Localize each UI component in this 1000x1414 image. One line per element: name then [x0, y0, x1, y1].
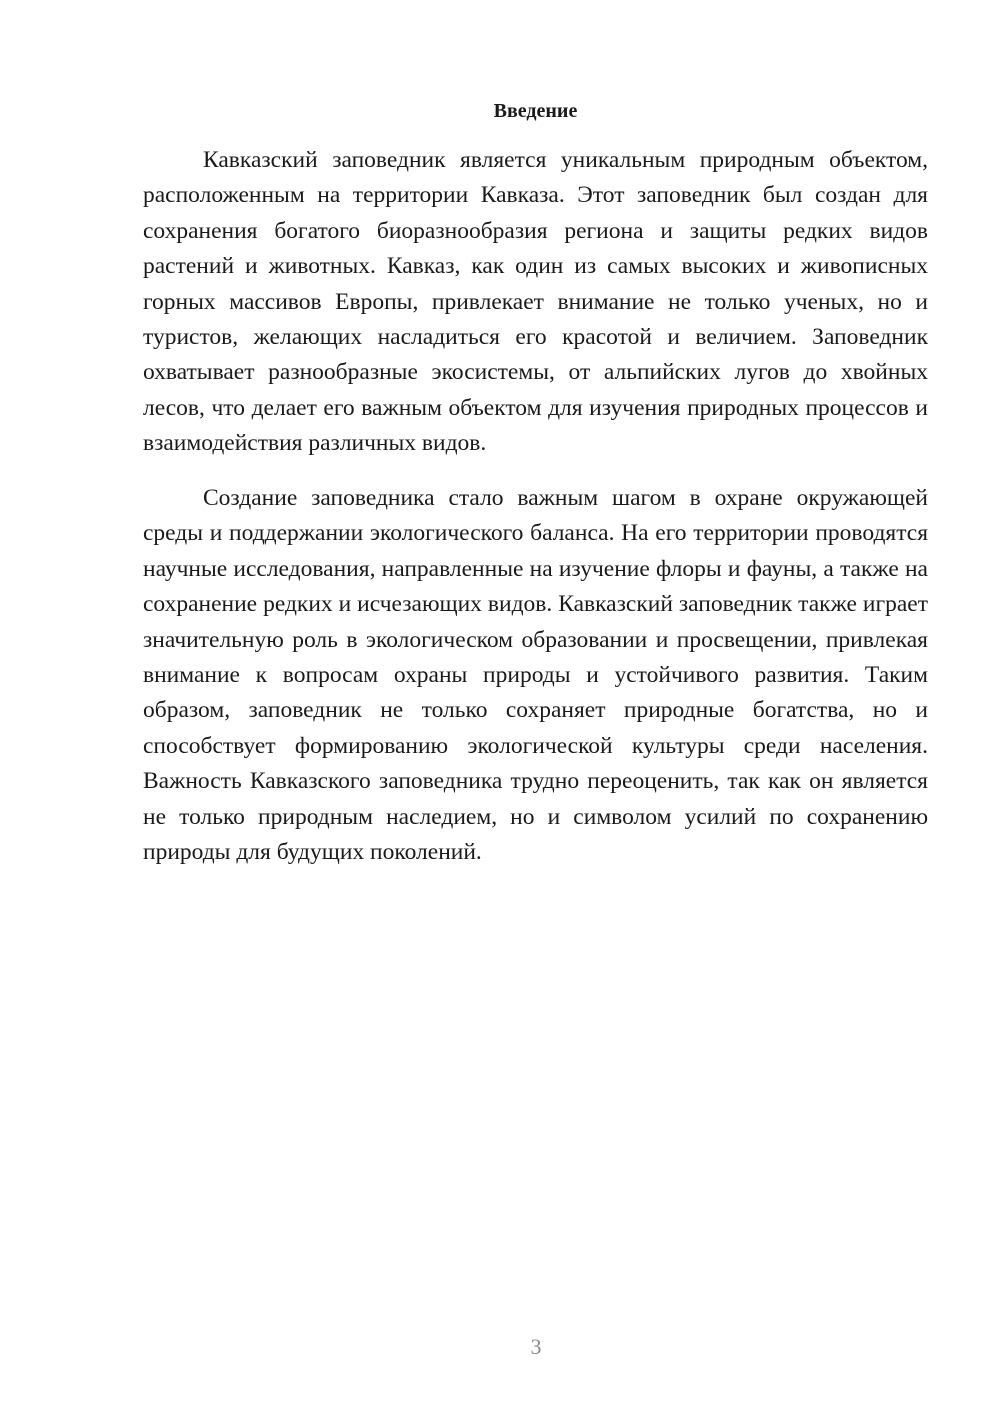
- page-title: Введение: [493, 100, 578, 122]
- paragraph-1: Кавказский заповедник является уникальным природным объектом, расположенным на территории Кавказа. Этот заповедник был создан для сохранения богатого биоразнообразия региона и защиты редких видов растений и животных. Кавказ, как один из самых высоких и живописных горных массивов Европы, привлекает внимание не только ученых, но и туристов, желающих насладиться его красотой и величием. Заповедник охватывает разнообразные экосистемы, от альпийских лугов до хвойных лесов, что делает его важным объектом для изучения природных процессов и взаимодействия различных видов.: [143, 147, 928, 457]
- paragraph-2: Создание заповедника стало важным шагом в охране окружающей среды и поддержании экологического баланса. На его территории проводятся научные исследования, направленные на изучение флоры и фауны, а также на сохранение редких и исчезающих видов. Кавказский заповедник также играет значительную роль в экологическом образовании и просвещении, привлекая внимание к вопросам охраны природы и устойчивого развития. Таким образом, заповедник не только сохраняет природные богатства, но и способствует формированию экологической культуры среди населения. Важность Кавказского заповедника трудно переоценить, так как он является не только природным наследием, но и символом усилий по сохранению природы для будущих поколений.: [143, 485, 928, 866]
- page-number: 3: [530, 1334, 542, 1359]
